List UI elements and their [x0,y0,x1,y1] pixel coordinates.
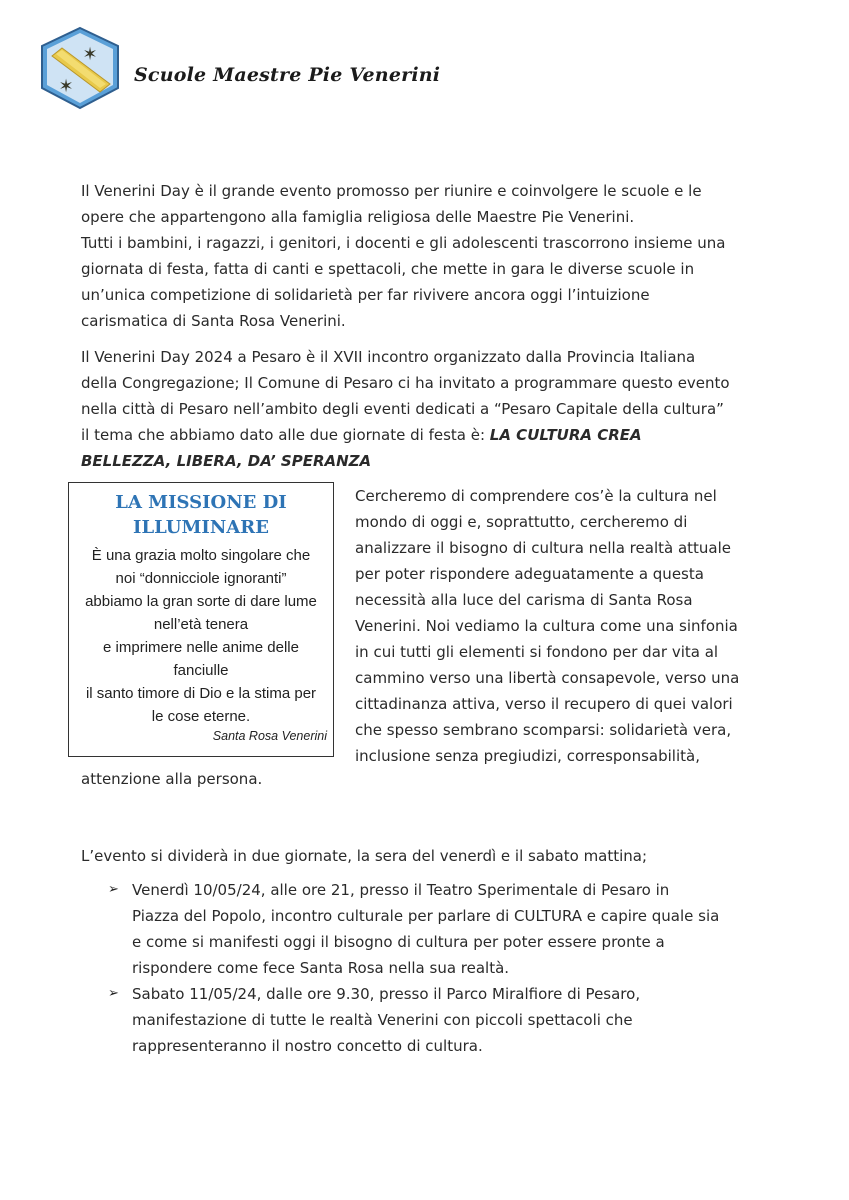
text-line: rispondere come fece Santa Rosa nella sua realtà. [132,959,510,977]
text-line: in cui tutti gli elementi si fondono per dar vita al [355,643,719,661]
svg-text:✶: ✶ [82,44,98,65]
text-line: Il Venerini Day è il grande evento promosso per riunire e coinvolgere le scuole e le [81,182,702,200]
text-line: della Congregazione; Il Comune di Pesaro ci ha invitato a programmare questo evento [81,374,730,392]
quote-title-line: ILLUMINARE [133,517,269,538]
schedule-list [106,877,786,1059]
quote-line: nell’età tenera [153,616,249,633]
text-line: per poter rispondere adeguatamente a questa [355,565,704,583]
text-line: Il Venerini Day 2024 a Pesaro è il XVII incontro organizzato dalla Provincia Italiana [81,348,696,366]
list-item [106,877,786,981]
list-item [106,981,786,1059]
shield-crest-icon [38,26,122,110]
quote-line: noi “donnicciole ignoranti” [115,570,287,587]
quote-line: e imprimere nelle anime delle [103,639,299,656]
culture-paragraph [355,483,775,769]
text-line: rappresenteranno il nostro concetto di cultura. [132,1037,483,1055]
svg-text:✶: ✶ [58,76,74,97]
quote-line: È una grazia molto singolare che [91,547,311,564]
school-name: Scuole Maestre Pie Venerini [134,64,441,86]
text-line: cammino verso una libertà consapevole, verso una [355,669,740,687]
culture-paragraph-end: attenzione alla persona. [81,770,263,788]
quote-title [69,490,333,540]
text-line: che spesso sembrano scomparsi: solidarietà vera, [355,721,732,739]
text-line: mondo di oggi e, soprattutto, cercheremo di [355,513,688,531]
theme-title: LA CULTURA CREA [489,426,642,444]
text-line: carismatica di Santa Rosa Venerini. [81,312,346,330]
text-line: Venerini. Noi vediamo la cultura come una sinfonia [355,617,738,635]
text-line: Venerdì 10/05/24, alle ore 21, presso il Teatro Sperimentale di Pesaro in [132,881,670,899]
event-paragraph [81,344,781,474]
text-line [81,448,781,474]
quote-text [69,544,333,728]
text-line: manifestazione di tutte le realtà Venerini con piccoli spettacoli che [132,1011,633,1029]
text-line: Cercheremo di comprendere cos’è la cultura nel [355,487,717,505]
text-line: un’unica competizione di solidarietà per far rivivere ancora oggi l’intuizione [81,286,650,304]
quote-line: il santo timore di Dio e la stima per [85,685,317,702]
text-line: cittadinanza attiva, verso il recupero di quei valori [355,695,733,713]
text-line: nella città di Pesaro nell’ambito degli eventi dedicati a “Pesaro Capitale della cultura” [81,400,724,418]
theme-intro: il tema che abbiamo dato alle due giornate di festa è: [81,426,490,444]
text-line: Piazza del Popolo, incontro culturale per parlare di CULTURA e capire quale sia [132,907,720,925]
theme-title: BELLEZZA, LIBERA, DA’ SPERANZA [81,452,372,470]
text-line: Tutti i bambini, i ragazzi, i genitori, i docenti e gli adolescenti trascorrono insieme una [81,234,726,252]
text-line: opere che appartengono alla famiglia religiosa delle Maestre Pie Venerini. [81,208,635,226]
arrowhead-bullet-icon: ➢ [108,882,119,897]
text-line: e come si manifesti oggi il bisogno di cultura per poter essere pronte a [132,933,665,951]
quote-signature: Santa Rosa Venerini [212,729,327,743]
schedule-intro: L’evento si dividerà in due giornate, la sera del venerdì e il sabato mattina; [81,847,648,865]
text-line: necessità alla luce del carisma di Santa Rosa [355,591,693,609]
text-line: analizzare il bisogno di cultura nella realtà attuale [355,539,731,557]
quote-line: le cose eterne. [151,708,251,725]
text-line: inclusione senza pregiudizi, corresponsabilità, [355,747,700,765]
text-line: Sabato 11/05/24, dalle ore 9.30, presso il Parco Miralfiore di Pesaro, [132,985,641,1003]
quote-line: abbiamo la gran sorte di dare lume [85,593,317,610]
intro-paragraph [81,178,781,334]
quote-title-line: LA MISSIONE DI [115,492,287,513]
quote-line: fanciulle [173,662,229,679]
text-line: giornata di festa, fatta di canti e spettacoli, che mette in gara le diverse scuole in [81,260,695,278]
arrowhead-bullet-icon: ➢ [108,986,119,1001]
text-line [81,422,781,448]
mission-quote-box [68,482,334,757]
